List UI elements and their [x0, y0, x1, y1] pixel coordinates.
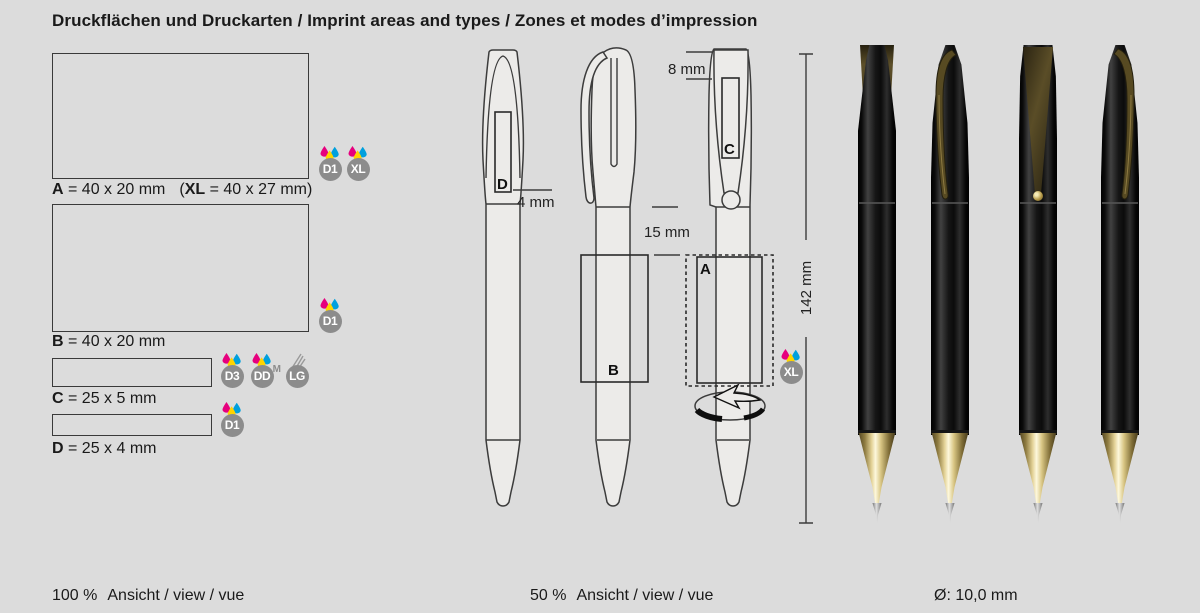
- zone-d-letter: D: [497, 176, 508, 193]
- badge-d1: D1: [221, 414, 244, 437]
- pen-photo-back: [1019, 45, 1057, 523]
- zone-a-letter: A: [700, 261, 711, 278]
- technical-drawing: [470, 40, 830, 532]
- pen-tip: [1019, 433, 1057, 505]
- pen-photo-side: [931, 45, 969, 523]
- zone-b-letter: B: [608, 362, 619, 379]
- badge-xl: XL: [347, 158, 370, 181]
- imprint-area-c-label: C = 25 x 5 mm: [52, 390, 157, 407]
- zone-c-letter: C: [724, 141, 735, 158]
- pen-front-view: [483, 50, 555, 506]
- pen-clip-icon: [931, 45, 969, 215]
- pen-photo-angled: [1101, 45, 1139, 523]
- print-method-lg: [284, 353, 310, 388]
- dim-4mm: 4 mm: [517, 194, 555, 211]
- pen-back-view: [668, 49, 773, 506]
- dim-142mm: 142 mm: [798, 260, 815, 316]
- imprint-area-b-rect: [52, 204, 309, 332]
- length-dimension: [798, 54, 815, 523]
- pen-side-view: [581, 48, 690, 506]
- imprint-area-a-rect: [52, 53, 309, 179]
- pen-tip: [931, 433, 969, 505]
- badge-d1: D1: [319, 310, 342, 333]
- imprint-area-c-rect: [52, 358, 212, 387]
- print-method-d1: [317, 146, 343, 181]
- print-method-d3: [219, 353, 245, 388]
- dim-8mm: 8 mm: [668, 61, 706, 78]
- imprint-area-a-label: A = 40 x 20 mm (XL = 40 x 27 mm): [52, 181, 313, 198]
- print-method-d1: [317, 298, 343, 333]
- dim-15mm: 15 mm: [644, 224, 690, 241]
- scale-note-100: 100 % Ansicht / view / vue: [52, 587, 245, 604]
- imprint-area-b-label: B = 40 x 20 mm: [52, 333, 166, 350]
- page-title: Druckflächen und Druckarten / Imprint areas and types / Zones et modes d’impression: [52, 11, 758, 30]
- badge-d3: D3: [221, 365, 244, 388]
- pen-clip-icon: [1101, 45, 1139, 215]
- print-method-xl: [345, 146, 371, 181]
- diameter-note: Ø: 10,0 mm: [934, 587, 1018, 604]
- pen-tip: [858, 433, 896, 505]
- imprint-area-d-rect: [52, 414, 212, 436]
- badge-xl: XL: [780, 361, 803, 384]
- pen-tip: [1101, 433, 1139, 505]
- clip-rivet: [1033, 191, 1043, 201]
- imprint-area-d-label: D = 25 x 4 mm: [52, 440, 157, 457]
- pen-photo-front: [858, 45, 896, 523]
- print-method-dd: [249, 353, 281, 388]
- badge-dd-sup: M: [272, 364, 281, 375]
- scale-note-50: 50 % Ansicht / view / vue: [530, 587, 714, 604]
- badge-lg: LG: [286, 365, 309, 388]
- badge-dd: DD: [251, 365, 274, 388]
- print-method-d1: [219, 402, 245, 437]
- badge-d1: D1: [319, 158, 342, 181]
